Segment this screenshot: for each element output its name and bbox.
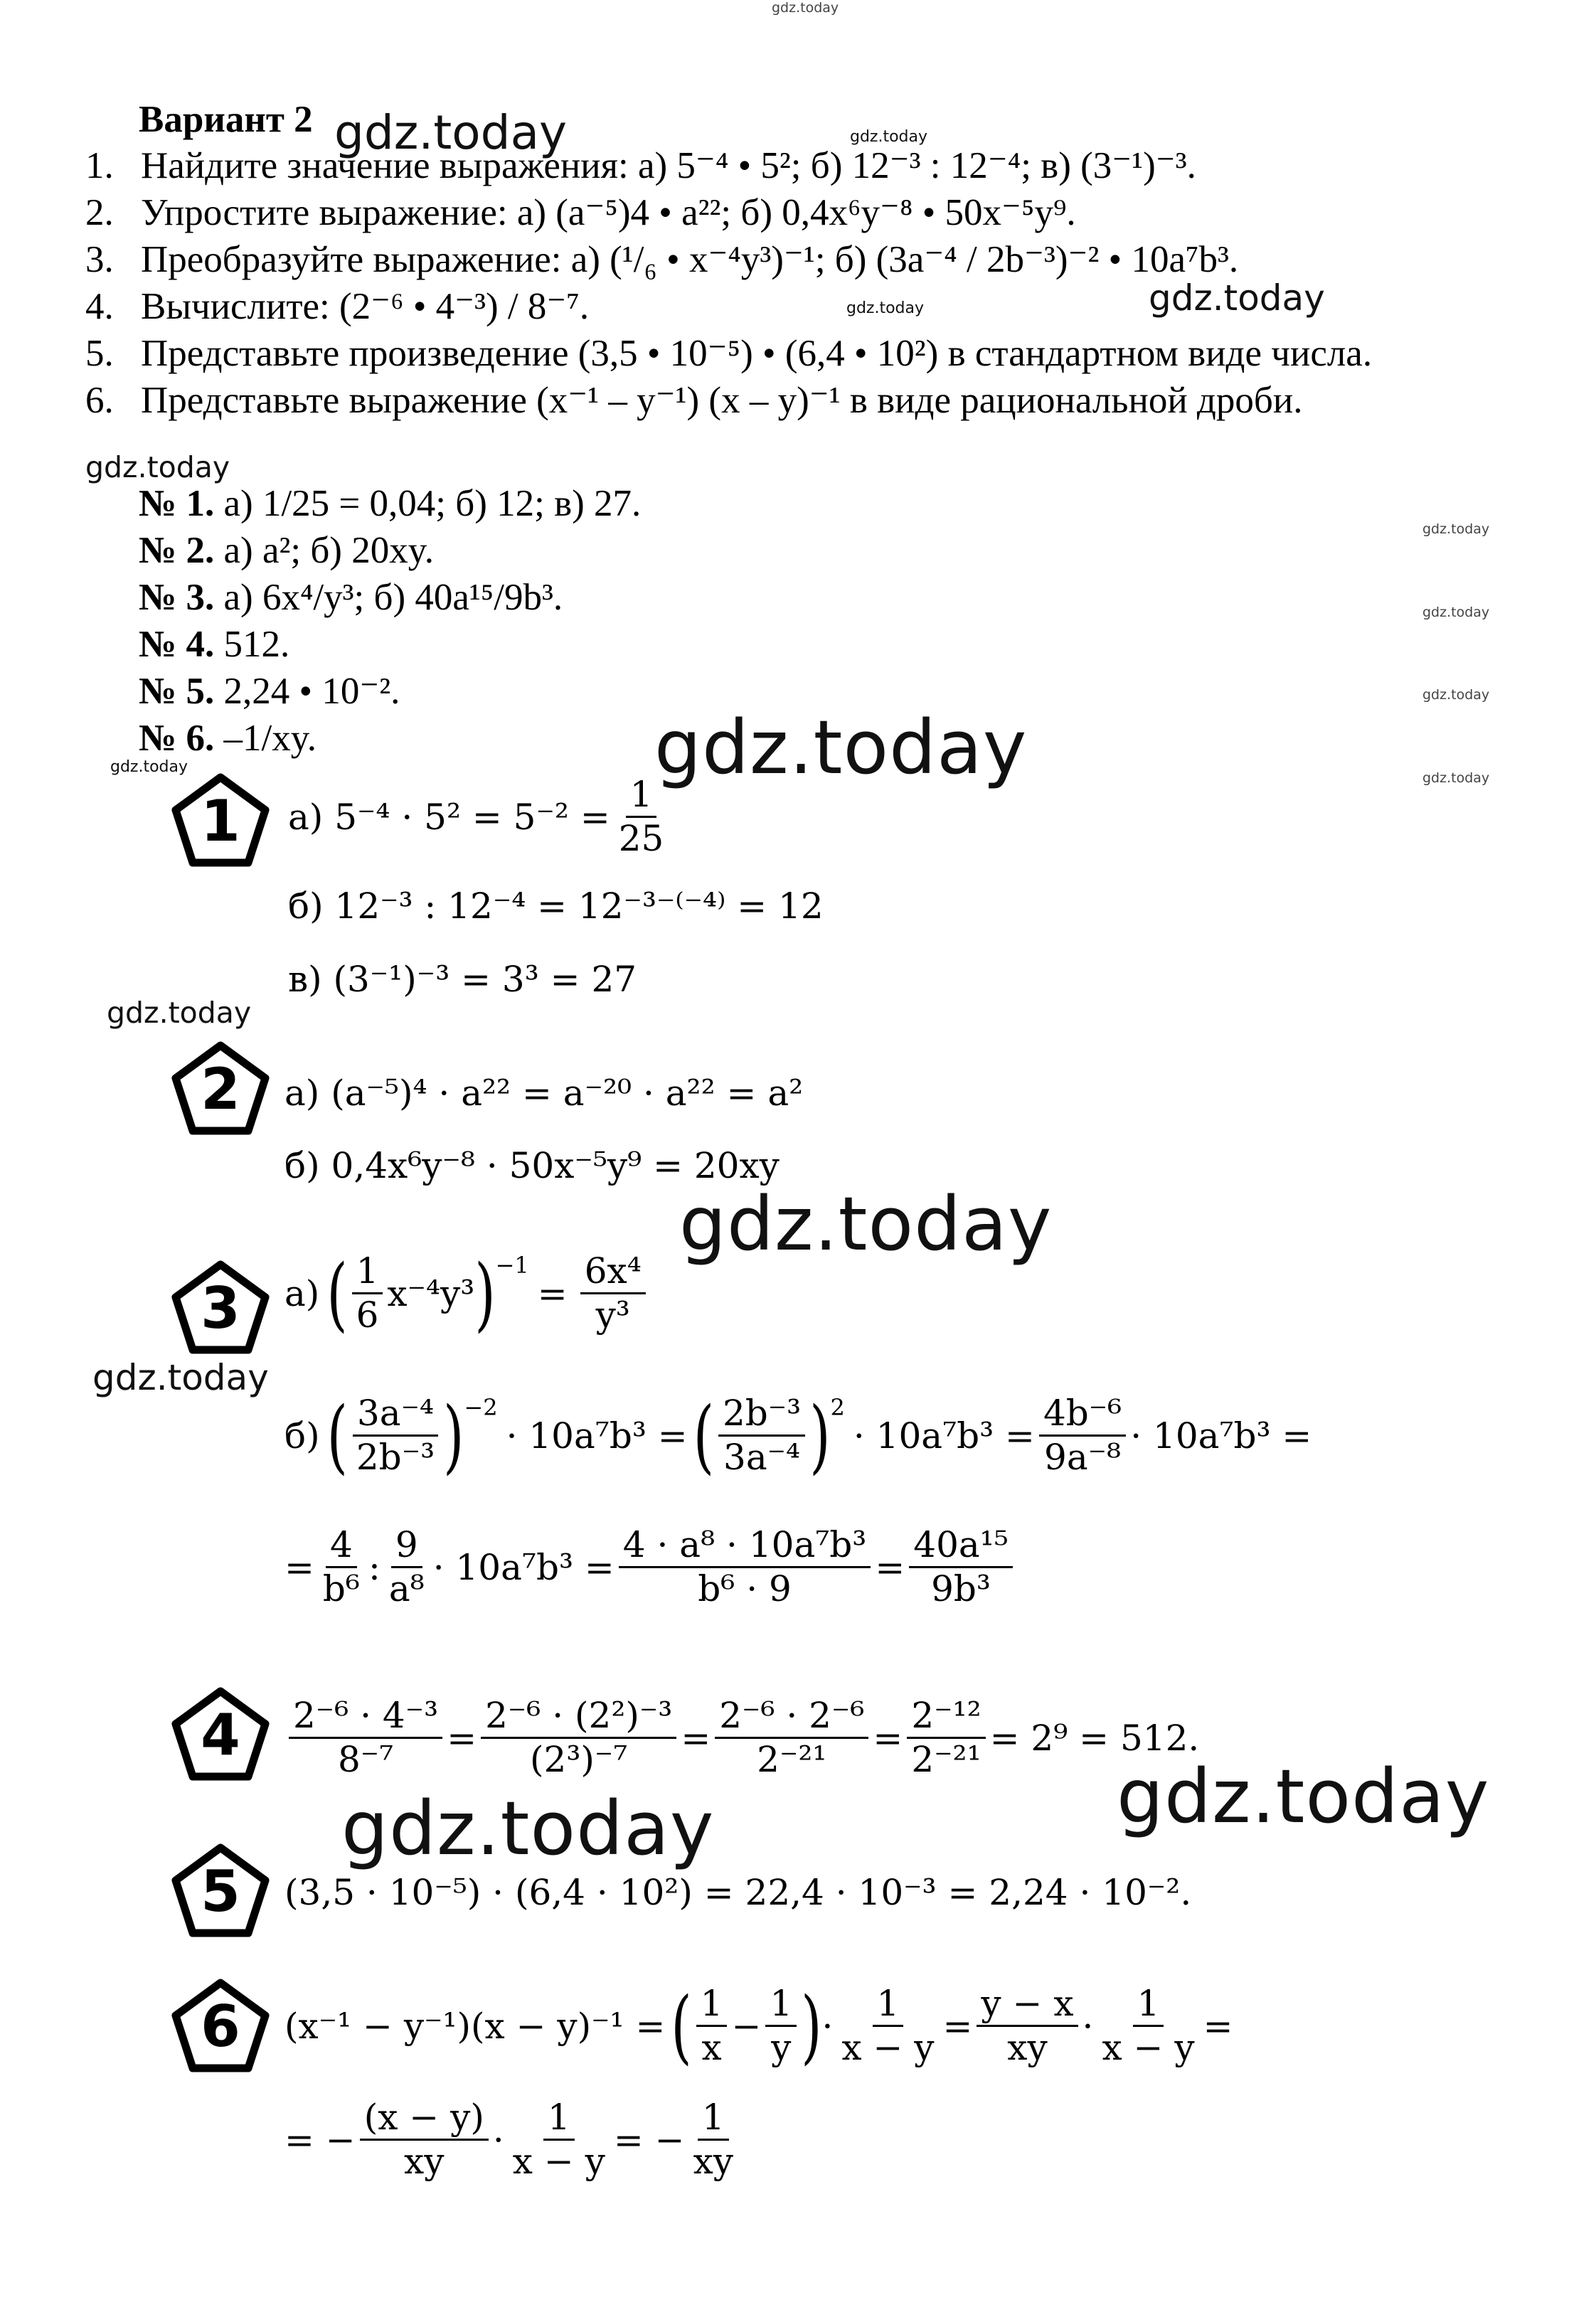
fraction: $\frac{1}{x - y}$ [512, 2097, 605, 2182]
watermark: gdz.today [110, 758, 188, 776]
task-text: Преобразуйте выражение: а) (¹/₆ • x⁻⁴y³)⁻¹; б) (3a⁻⁴ / 2b⁻³)⁻² • 10a⁷b³. [141, 239, 1239, 280]
watermark: gdz.today [1422, 770, 1490, 786]
item-label: б) [284, 1415, 320, 1457]
watermark: gdz.today [1422, 521, 1490, 537]
watermark: gdz.today [850, 128, 928, 146]
badge-number: 6 [201, 1993, 240, 2060]
answer-label: № 3. [139, 577, 215, 618]
page-title: Вариант 2 [139, 99, 313, 140]
fraction: $\frac{(x - y)}{xy}$ [360, 2098, 489, 2181]
answer-text: а) a²; б) 20xy. [223, 530, 435, 571]
pentagon-badge-icon [171, 1040, 270, 1139]
fraction: $\frac{\text{40a¹⁵}}{\text{9b³}}$ [909, 1526, 1013, 1609]
item-label: а) [284, 1272, 320, 1314]
watermark: gdz.today [679, 1181, 1053, 1267]
exponent: 2 [830, 1394, 845, 1421]
expression: · 10a⁷b³ = [853, 1415, 1035, 1457]
answer-text: –1/xy. [223, 718, 317, 759]
pentagon-badge-icon [171, 1259, 270, 1358]
task-number: 1. [85, 145, 114, 186]
fraction: $\frac{\text{2b⁻³}}{\text{3a⁻⁴}}$ [718, 1394, 805, 1477]
solution-1c: в) (3⁻¹)⁻³ = 3³ = 27 [288, 959, 637, 1000]
watermark: gdz.today [1117, 1753, 1490, 1840]
exponent: −1 [495, 1252, 529, 1279]
expression: а) 5⁻⁴ · 5² = 5⁻² = [288, 796, 610, 838]
fraction: $\frac{\text{2⁻⁶ · 4⁻³}}{\text{8⁻⁷}}$ [289, 1696, 442, 1779]
solution-3b: б) ( $\frac{\text{3a⁻⁴}}{\text{2b⁻³}}$ ) −2 · 10a⁷b³ = ( $\frac{\text{2b⁻³}}{\text{3a⁻⁴}}$ ) 2 · 10a⁷b³ = $\frac{\text{4b⁻⁶}}{\text{9a⁻⁸}}$ · 10a⁷b³ = [284, 1388, 1312, 1483]
expression: · 10a⁷b³ = [1130, 1415, 1312, 1457]
task-text: Вычислите: (2⁻⁶ • 4⁻³) / 8⁻⁷. [141, 286, 590, 327]
answer-item [139, 480, 641, 527]
fraction: $\frac{\text{2⁻⁶ · (2²)⁻³}}{\text{(2³)⁻⁷}}$ [481, 1696, 676, 1779]
solution-1a [288, 775, 672, 858]
answer-item [139, 574, 641, 621]
watermark: gdz.today [846, 299, 925, 317]
fraction: $\frac{1}{x - y}$ [1102, 1983, 1195, 2068]
answer-item [139, 668, 641, 715]
fraction: $\frac{y - x}{xy}$ [977, 1984, 1078, 2067]
answer-label: № 5. [139, 671, 215, 712]
answer-text: а) 6x⁴/y³; б) 40a¹⁵/9b³. [223, 577, 563, 618]
expression: · 10a⁷b³ = [506, 1415, 688, 1457]
expression: (x⁻¹ − y⁻¹)(x − y)⁻¹ = [284, 2005, 666, 2047]
pentagon-badge-icon [171, 1686, 270, 1785]
task-text: Найдите значение выражения: а) 5⁻⁴ • 5²; б) 12⁻³ : 12⁻⁴; в) (3⁻¹)⁻³. [141, 145, 1196, 186]
watermark: gdz.today [1149, 277, 1325, 319]
fraction: $\frac{1}{6}$ [352, 1252, 383, 1335]
exponent: −2 [464, 1394, 498, 1421]
watermark: gdz.today [92, 1357, 269, 1398]
task-number: 4. [85, 286, 114, 327]
fraction: $\frac{1}{25}$ [618, 774, 664, 859]
task-item [85, 283, 1372, 330]
task-number: 3. [85, 239, 114, 280]
answer-item [139, 527, 641, 574]
answer-text: 2,24 • 10⁻². [223, 671, 400, 712]
task-item [85, 142, 1372, 189]
fraction: $\frac{\text{2⁻¹²}}{\text{2⁻²¹}}$ [907, 1696, 985, 1779]
task-text: Упростите выражение: а) (a⁻⁵)4 • a²²; б) 0,4x⁶y⁻⁸ • 50x⁻⁵y⁹. [141, 192, 1076, 233]
expression: = − [284, 2119, 356, 2161]
fraction: $\frac{1}{x - y}$ [841, 1983, 935, 2068]
task-text: Представьте выражение (x⁻¹ – y⁻¹) (x – y)⁻¹ в виде рациональной дроби. [141, 380, 1303, 421]
answer-list [139, 480, 641, 762]
watermark: gdz.today [334, 105, 568, 160]
watermark: gdz.today [85, 450, 230, 484]
task-item [85, 236, 1372, 283]
answer-label: № 1. [139, 483, 215, 524]
watermark: gdz.today [1422, 605, 1490, 620]
solution-3b-continued: = $\frac{4}{\text{b⁶}}$ : $\frac{9}{\text{a⁸}}$ · 10a⁷b³ = $\frac{\text{4 · a⁸ · 10a⁷b³}}{\text{b⁶ · 9}}$ = $\frac{\text{40a¹⁵}}{\text{9b³}}$ [284, 1526, 1017, 1609]
answer-item [139, 715, 641, 762]
solution-1b: б) 12⁻³ : 12⁻⁴ = 12⁻³⁻⁽⁻⁴⁾ = 12 [288, 885, 824, 927]
task-number: 6. [85, 380, 114, 421]
task-number: 5. [85, 333, 114, 374]
task-text: Представьте произведение (3,5 • 10⁻⁵) • (6,4 • 10²) в стандартном виде числа. [141, 333, 1373, 374]
task-item [85, 330, 1372, 377]
badge-number: 3 [201, 1275, 240, 1341]
pentagon-badge-icon [171, 1977, 270, 2077]
solution-5: (3,5 · 10⁻⁵) · (6,4 · 10²) = 22,4 · 10⁻³ = 2,24 · 10⁻². [284, 1872, 1192, 1913]
fraction: $\frac{1}{y}$ [765, 1984, 797, 2067]
watermark: gdz.today [1422, 687, 1490, 703]
solution-2a: а) (a⁻⁵)⁴ · a²² = a⁻²⁰ · a²² = a² [284, 1072, 804, 1114]
expression: · 10a⁷b³ = [432, 1546, 615, 1588]
solution-4: $\frac{\text{2⁻⁶ · 4⁻³}}{\text{8⁻⁷}}$ = $\frac{\text{2⁻⁶ · (2²)⁻³}}{\text{(2³)⁻⁷}}$ = $\frac{\text{2⁻⁶ · 2⁻⁶}}{\text{2⁻²¹}}$ = $\frac{\text{2⁻¹²}}{\text{2⁻²¹}}$ = 2⁹ = 512. [284, 1696, 1199, 1779]
pentagon-badge-icon [171, 772, 270, 871]
expression: = 2⁹ = 512. [989, 1717, 1200, 1759]
task-list [85, 142, 1372, 424]
watermark: gdz.today [654, 704, 1028, 791]
task-item [85, 377, 1372, 424]
watermark: gdz.today [772, 0, 839, 16]
badge-number: 2 [201, 1056, 240, 1122]
expression: x⁻⁴y³ [387, 1272, 475, 1314]
answer-text: а) 1/25 = 0,04; б) 12; в) 27. [223, 483, 642, 524]
badge-number: 1 [201, 788, 240, 854]
fraction: $\frac{\text{4 · a⁸ · 10a⁷b³}}{\text{b⁶ · 9}}$ [619, 1526, 871, 1609]
solution-6: (x⁻¹ − y⁻¹)(x − y)⁻¹ = ( $\frac{1}{x}$ − $\frac{1}{y}$ ) · $\frac{1}{x - y}$ = $\frac{y - x}{xy}$ · $\frac{1}{x - y}$ = [284, 1979, 1233, 2073]
badge-number: 4 [201, 1702, 240, 1768]
expression: = − [613, 2119, 685, 2161]
solution-6-continued: = − $\frac{(x - y)}{xy}$ · $\frac{1}{x - y}$ = − $\frac{1}{xy}$ [284, 2098, 742, 2181]
answer-text: 512. [223, 624, 290, 665]
answer-label: № 6. [139, 718, 215, 759]
solution-3a: а) ( $\frac{1}{6}$ x⁻⁴y³ ) −1 = $\frac{\text{6x⁴}}{\text{y³}}$ [284, 1252, 650, 1335]
watermark: gdz.today [341, 1785, 715, 1872]
fraction: $\frac{1}{x}$ [696, 1984, 728, 2067]
task-number: 2. [85, 192, 114, 233]
answer-label: № 2. [139, 530, 215, 571]
watermark: gdz.today [107, 996, 252, 1030]
fraction: $\frac{9}{\text{a⁸}}$ [388, 1524, 425, 1609]
fraction: $\frac{\text{2⁻⁶ · 2⁻⁶}}{\text{2⁻²¹}}$ [715, 1696, 868, 1779]
badge-number: 5 [201, 1858, 240, 1925]
fraction: $\frac{4}{\text{b⁶}}$ [322, 1524, 360, 1609]
fraction: $\frac{\text{3a⁻⁴}}{\text{2b⁻³}}$ [352, 1394, 439, 1477]
task-item [85, 189, 1372, 236]
pentagon-badge-icon [171, 1842, 270, 1942]
answer-item [139, 621, 641, 668]
fraction: $\frac{1}{xy}$ [693, 2097, 734, 2182]
fraction: $\frac{\text{6x⁴}}{\text{y³}}$ [580, 1252, 646, 1335]
answer-label: № 4. [139, 624, 215, 665]
fraction: $\frac{\text{4b⁻⁶}}{\text{9a⁻⁸}}$ [1039, 1394, 1126, 1477]
solution-2b: б) 0,4x⁶y⁻⁸ · 50x⁻⁵y⁹ = 20xy [284, 1145, 780, 1186]
